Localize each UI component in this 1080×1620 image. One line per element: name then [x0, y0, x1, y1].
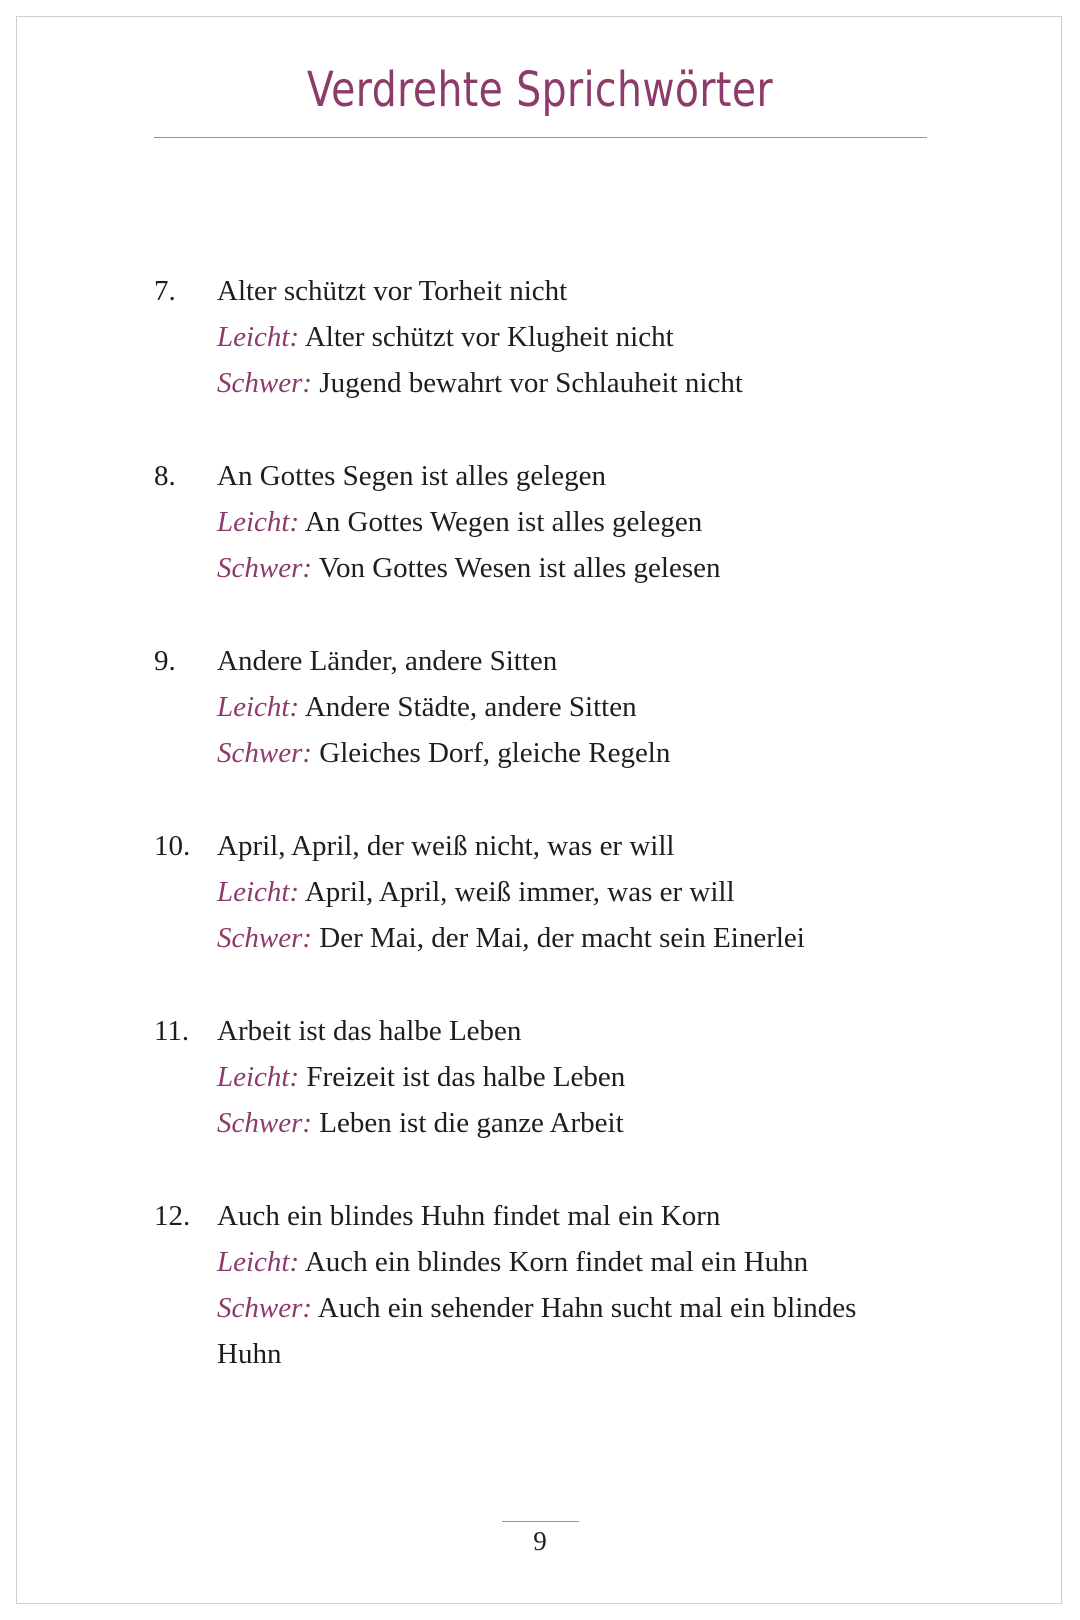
- entry-number: 11.: [154, 1015, 190, 1047]
- hard-label: Schwer:: [217, 737, 313, 769]
- hard-label: Schwer:: [217, 1292, 313, 1324]
- hard-label: Schwer:: [217, 1107, 313, 1139]
- hard-label: Schwer:: [217, 922, 313, 954]
- entry-number: 9.: [154, 645, 176, 677]
- entry-number: 10.: [154, 830, 191, 862]
- proverb-entry: [154, 1193, 944, 1377]
- easy-label: Leicht:: [217, 1246, 300, 1278]
- entry-number: 8.: [154, 460, 176, 492]
- hard-label: Schwer:: [217, 552, 313, 584]
- entry-hard: Jugend bewahrt vor Schlauheit nicht: [319, 367, 743, 399]
- entry-hard: Der Mai, der Mai, der macht sein Einerlei: [319, 922, 805, 954]
- entry-hard: Von Gottes Wesen ist alles gelesen: [318, 552, 721, 584]
- entry-easy: Auch ein blindes Korn findet mal ein Huhn: [304, 1246, 809, 1278]
- proverb-entry: [154, 1008, 944, 1146]
- entry-easy: April, April, weiß immer, was er will: [304, 876, 735, 908]
- easy-label: Leicht:: [217, 1061, 300, 1093]
- proverb-entry: [154, 453, 944, 591]
- easy-label: Leicht:: [217, 321, 300, 353]
- page-number: 9: [533, 1526, 547, 1556]
- proverb-list: [154, 268, 944, 1424]
- entry-hard: Leben ist die ganze Arbeit: [319, 1107, 624, 1139]
- title-underline: [154, 137, 927, 138]
- hard-label: Schwer:: [217, 367, 313, 399]
- entry-easy: Andere Städte, andere Sitten: [304, 691, 637, 723]
- entry-number: 7.: [154, 275, 176, 307]
- easy-label: Leicht:: [217, 691, 300, 723]
- entry-hard-continued: Huhn: [217, 1338, 282, 1370]
- entry-original: Alter schützt vor Torheit nicht: [217, 275, 568, 307]
- entry-original: Arbeit ist das halbe Leben: [217, 1015, 522, 1047]
- entry-original: Auch ein blindes Huhn findet mal ein Korn: [217, 1200, 721, 1232]
- entry-easy: An Gottes Wegen ist alles gelegen: [304, 506, 703, 538]
- proverb-entry: [154, 823, 944, 961]
- entry-original: Andere Länder, andere Sitten: [217, 645, 558, 677]
- entry-hard: Auch ein sehender Hahn sucht mal ein blindes: [317, 1292, 857, 1324]
- page-title: Verdrehte Sprichwörter: [306, 62, 774, 118]
- entry-easy: Freizeit ist das halbe Leben: [306, 1061, 626, 1093]
- footer-rule: [502, 1521, 579, 1522]
- entry-original: An Gottes Segen ist alles gelegen: [217, 460, 606, 492]
- proverb-entry: [154, 268, 944, 406]
- entry-number: 12.: [154, 1200, 191, 1232]
- easy-label: Leicht:: [217, 876, 300, 908]
- proverb-entry: [154, 638, 944, 776]
- entry-original: April, April, der weiß nicht, was er will: [217, 830, 675, 862]
- easy-label: Leicht:: [217, 506, 300, 538]
- entry-easy: Alter schützt vor Klugheit nicht: [304, 321, 674, 353]
- entry-hard: Gleiches Dorf, gleiche Regeln: [319, 737, 671, 769]
